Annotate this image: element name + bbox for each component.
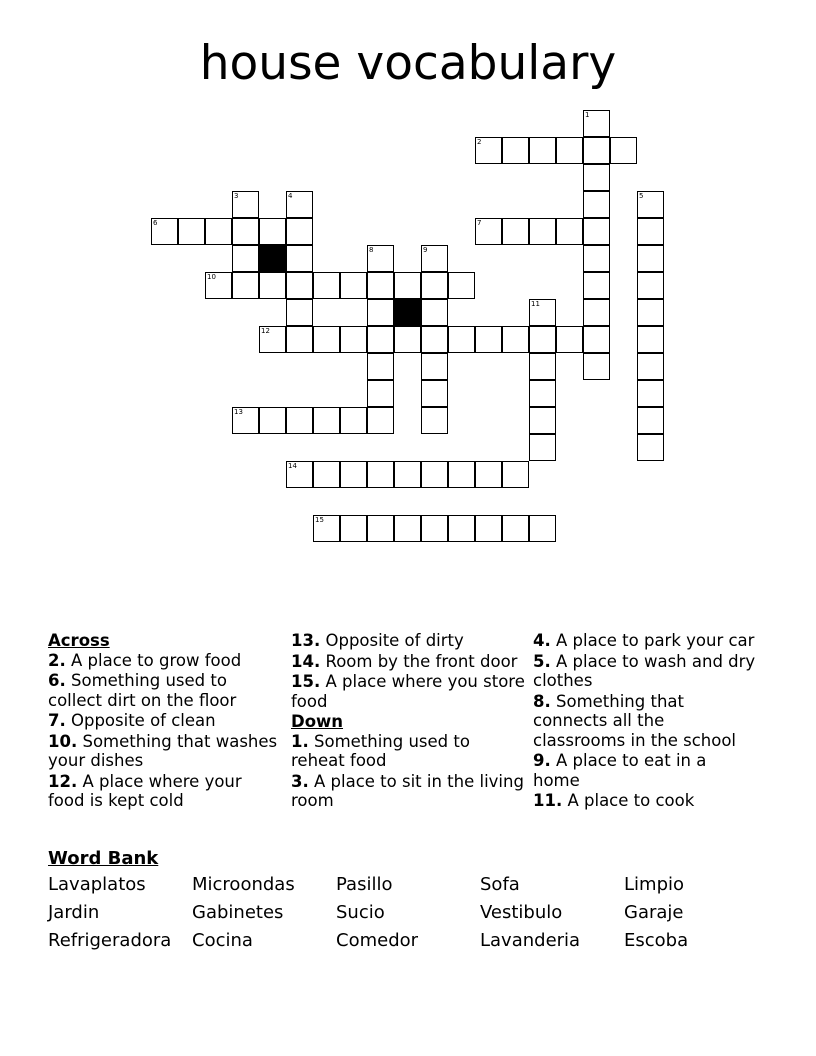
grid-cell[interactable] (259, 407, 286, 434)
clue-text: Something used to collect dirt on the floor (48, 671, 237, 710)
word-bank-title: Word Bank (48, 848, 159, 869)
clue-text: A place to wash and dry clothes (533, 651, 756, 690)
grid-cell[interactable] (367, 407, 394, 434)
clue-text: Something that connects all the classrooms in the school (533, 691, 736, 750)
grid-cell[interactable] (313, 272, 340, 299)
clue-column-3 (533, 631, 758, 812)
word-bank-item: Sofa (480, 874, 520, 895)
grid-cell[interactable] (367, 353, 394, 380)
grid-cell[interactable] (637, 326, 664, 353)
clue-text: Something that washes your dishes (48, 731, 278, 770)
cell-number: 11 (531, 300, 540, 308)
grid-cell[interactable] (232, 218, 259, 245)
grid-cell[interactable] (421, 461, 448, 488)
word-bank-item: Comedor (336, 930, 419, 951)
grid-cell[interactable] (529, 434, 556, 461)
clue-number: 2. (48, 650, 66, 670)
clue-number: 10. (48, 731, 78, 751)
grid-cell[interactable] (448, 461, 475, 488)
clue-text: A place to sit in the living room (291, 771, 524, 810)
grid-cell[interactable] (448, 326, 475, 353)
down-heading: Down (291, 712, 344, 731)
grid-cell[interactable] (529, 380, 556, 407)
clue-text: Opposite of dirty (320, 631, 464, 650)
clue (291, 772, 526, 811)
cell-number: 14 (288, 462, 297, 470)
clue (533, 692, 758, 751)
grid-cell[interactable] (367, 299, 394, 326)
grid-cell[interactable] (529, 407, 556, 434)
grid-cell[interactable] (448, 272, 475, 299)
grid-cell[interactable] (583, 164, 610, 191)
clue-number: 4. (533, 631, 551, 650)
grid-cell[interactable] (232, 245, 259, 272)
word-bank-item: Jardin (48, 902, 100, 923)
word-bank-item: Vestibulo (480, 902, 563, 923)
grid-cell[interactable] (421, 272, 448, 299)
grid-cell[interactable] (340, 461, 367, 488)
clue-number: 8. (533, 691, 551, 711)
grid-cell[interactable] (421, 515, 448, 542)
grid-cell[interactable] (286, 407, 313, 434)
clue-text: Opposite of clean (65, 711, 216, 730)
cell-number: 13 (234, 408, 243, 416)
grid-cell[interactable] (313, 326, 340, 353)
clue-text: A place where your food is kept cold (48, 771, 242, 810)
grid-cell[interactable] (286, 326, 313, 353)
grid-cell[interactable] (340, 407, 367, 434)
word-bank-item: Limpio (624, 874, 685, 895)
clue (533, 791, 758, 811)
cell-number: 15 (315, 516, 324, 524)
across-heading: Across (48, 631, 110, 650)
clue (48, 651, 283, 671)
grid-cell[interactable] (448, 515, 475, 542)
grid-cell[interactable] (367, 515, 394, 542)
clue-number: 15. (291, 672, 321, 691)
cell-number: 1 (585, 111, 590, 119)
clue-text: Room by the front door (320, 651, 518, 671)
grid-cell[interactable] (313, 461, 340, 488)
clue (533, 751, 758, 790)
clue (291, 631, 526, 651)
clue-column-2 (291, 631, 526, 812)
grid-cell-black (259, 245, 286, 272)
grid-cell[interactable] (367, 272, 394, 299)
clue-column-1 (48, 631, 283, 812)
clue-number: 6. (48, 671, 66, 690)
grid-cell[interactable] (637, 272, 664, 299)
grid-cell[interactable] (475, 326, 502, 353)
cell-number: 6 (153, 219, 158, 227)
grid-cell[interactable] (367, 326, 394, 353)
grid-cell[interactable] (637, 218, 664, 245)
word-bank-item: Refrigeradora (48, 930, 172, 951)
clue (48, 732, 283, 771)
grid-cell[interactable] (637, 299, 664, 326)
grid-cell[interactable] (529, 515, 556, 542)
clue (291, 672, 526, 711)
grid-cell[interactable] (610, 137, 637, 164)
cell-number: 8 (369, 246, 374, 254)
grid-cell[interactable] (340, 272, 367, 299)
grid-cell[interactable] (583, 326, 610, 353)
grid-cell[interactable] (286, 299, 313, 326)
cell-number: 2 (477, 138, 482, 146)
grid-cell[interactable] (367, 380, 394, 407)
cell-number: 10 (207, 273, 216, 281)
cell-number: 7 (477, 219, 482, 227)
grid-cell[interactable] (502, 515, 529, 542)
clue-number: 1. (291, 731, 309, 751)
grid-cell[interactable] (421, 353, 448, 380)
clue-number: 5. (533, 651, 551, 671)
grid-cell[interactable] (286, 272, 313, 299)
grid-cell-black (394, 299, 421, 326)
clue-number: 13. (291, 631, 321, 650)
cell-number: 9 (423, 246, 428, 254)
grid-cell[interactable] (421, 326, 448, 353)
grid-cell[interactable] (232, 272, 259, 299)
grid-cell[interactable] (529, 326, 556, 353)
word-bank-item: Cocina (192, 930, 253, 951)
grid-cell[interactable] (556, 326, 583, 353)
grid-cell[interactable] (259, 218, 286, 245)
clue (533, 631, 758, 651)
grid-cell[interactable] (205, 218, 232, 245)
page-title: house vocabulary (199, 36, 617, 91)
grid-cell[interactable] (556, 218, 583, 245)
grid-cell[interactable] (637, 380, 664, 407)
grid-cell[interactable] (502, 137, 529, 164)
cell-number: 5 (639, 192, 644, 200)
grid-cell[interactable] (394, 272, 421, 299)
clue-text: A place to park your car (550, 631, 755, 650)
grid-cell[interactable] (529, 353, 556, 380)
word-bank-item: Gabinetes (192, 902, 284, 923)
grid-cell[interactable] (421, 380, 448, 407)
grid-cell[interactable] (637, 434, 664, 461)
word-bank-item: Sucio (336, 902, 385, 923)
cell-number: 3 (234, 192, 239, 200)
grid-cell[interactable] (475, 515, 502, 542)
grid-cell[interactable] (583, 245, 610, 272)
grid-cell[interactable] (367, 461, 394, 488)
clue-text: A place where you store food (291, 672, 525, 711)
grid-cell[interactable] (637, 407, 664, 434)
grid-cell[interactable] (583, 353, 610, 380)
grid-cell[interactable] (421, 407, 448, 434)
grid-cell[interactable] (583, 137, 610, 164)
clue (48, 711, 283, 731)
grid-cell[interactable] (529, 137, 556, 164)
grid-cell[interactable] (340, 515, 367, 542)
clue (48, 772, 283, 811)
grid-cell[interactable] (178, 218, 205, 245)
clue (533, 652, 758, 691)
grid-cell[interactable] (502, 218, 529, 245)
clue-text: A place to eat in a home (533, 751, 707, 790)
clue (48, 671, 283, 710)
grid-cell[interactable] (583, 272, 610, 299)
word-bank-item: Lavanderia (480, 930, 581, 951)
clue-number: 3. (291, 771, 309, 791)
grid-cell[interactable] (583, 191, 610, 218)
grid-cell[interactable] (502, 326, 529, 353)
grid-cell[interactable] (286, 245, 313, 272)
grid-cell[interactable] (340, 326, 367, 353)
grid-cell[interactable] (556, 137, 583, 164)
grid-cell[interactable] (313, 407, 340, 434)
clue-number: 9. (533, 751, 551, 770)
grid-cell[interactable] (394, 461, 421, 488)
word-bank-item: Garaje (624, 902, 684, 923)
word-bank-item: Pasillo (336, 874, 393, 895)
word-bank-item: Escoba (624, 930, 689, 951)
grid-cell[interactable] (502, 461, 529, 488)
clue-text: Something used to reheat food (291, 731, 470, 770)
clue-number: 12. (48, 771, 78, 791)
grid-cell[interactable] (286, 218, 313, 245)
grid-cell[interactable] (421, 299, 448, 326)
clue-text: A place to grow food (65, 650, 242, 670)
grid-cell[interactable] (394, 515, 421, 542)
grid-cell[interactable] (637, 245, 664, 272)
grid-cell[interactable] (259, 272, 286, 299)
clue (291, 652, 526, 672)
clue-number: 14. (291, 651, 321, 671)
clue-text: A place to cook (562, 791, 695, 810)
clue-number: 11. (533, 791, 563, 810)
clue (291, 732, 526, 771)
grid-cell[interactable] (583, 218, 610, 245)
clue-number: 7. (48, 711, 66, 730)
grid-cell[interactable] (637, 353, 664, 380)
grid-cell[interactable] (475, 461, 502, 488)
grid-cell[interactable] (583, 299, 610, 326)
cell-number: 12 (261, 327, 270, 335)
word-bank-item: Lavaplatos (48, 874, 146, 895)
grid-cell[interactable] (394, 326, 421, 353)
grid-cell[interactable] (529, 218, 556, 245)
word-bank-item: Microondas (192, 874, 295, 895)
cell-number: 4 (288, 192, 293, 200)
